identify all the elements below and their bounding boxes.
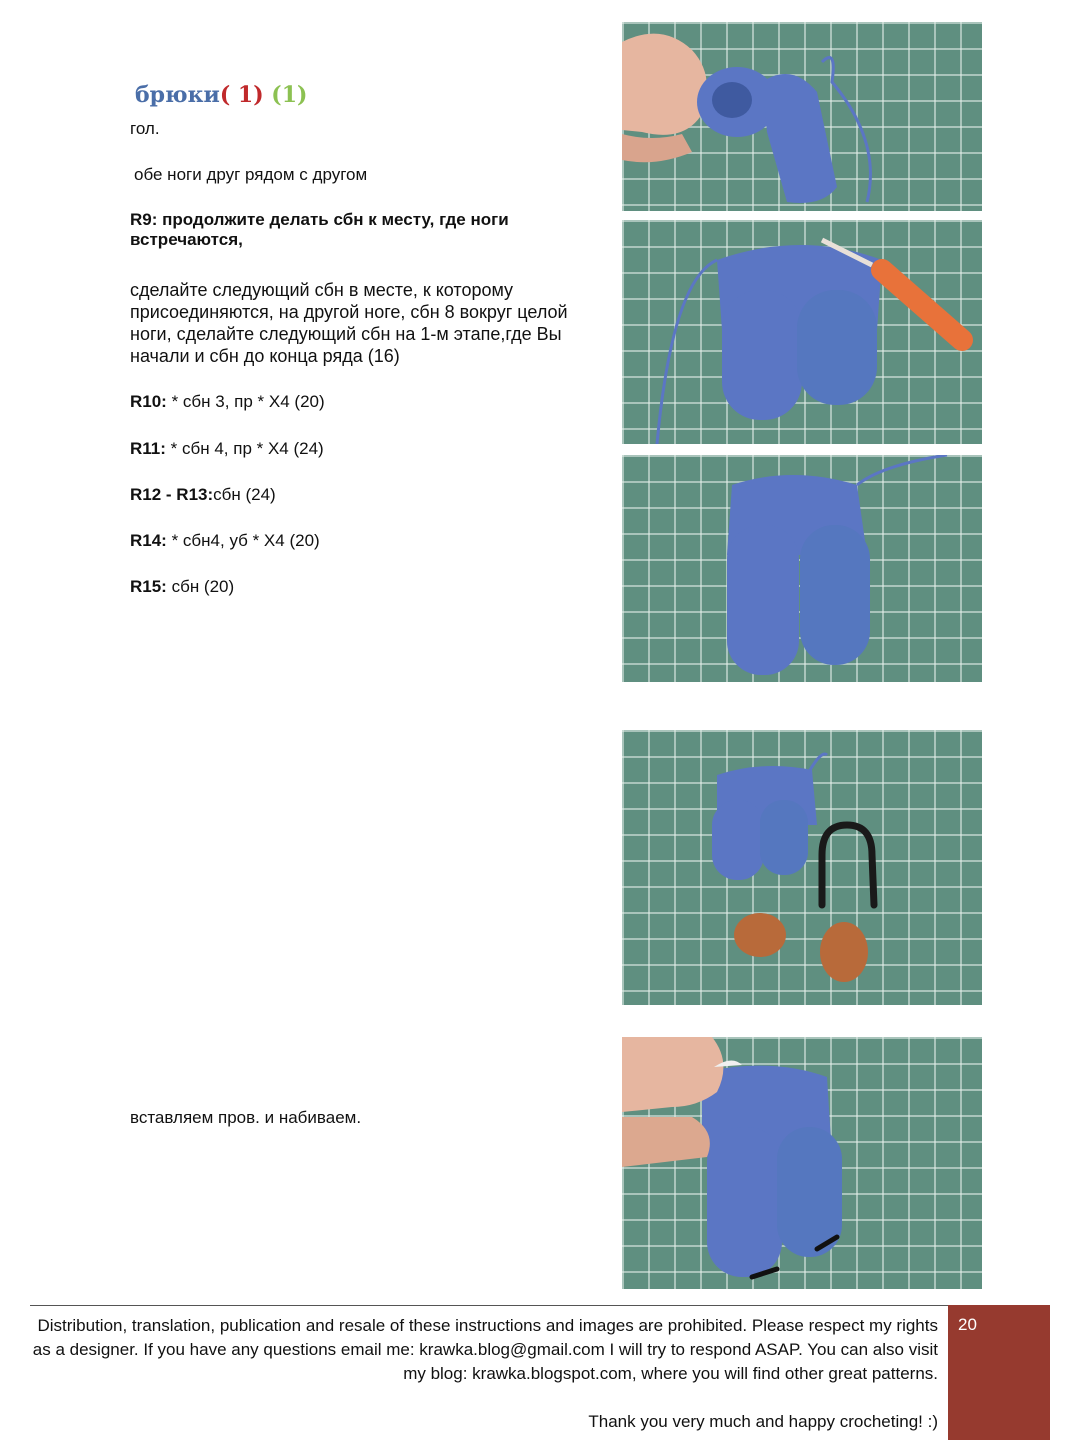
row-r12-r13 [130,484,276,506]
title-part-red: ( 1) [219,82,264,108]
page-number-box [948,1305,1050,1440]
row-label: R15: [130,577,167,596]
footer-thanks: Thank you very much and happy crocheting! :) [588,1412,938,1431]
instruction-paragraph: сделайте следующий сбн в месте, к которому присоединяются, на другой ноге, сбн 8 вокруг целой ноги, сделайте следующий сбн на 1-м этапе,где Вы начали и сбн до конца ряда (16) [130,280,568,366]
title-main: брюки [135,82,220,108]
row-r10 [130,391,325,413]
row-text: сбн (20) [166,577,235,596]
photo-legs-start [622,22,982,211]
row-label: R11: [130,439,166,458]
photo-stuffed-pants [622,1037,982,1289]
page-title [135,82,307,108]
row-text: * сбн4, уб * X4 (20) [166,531,320,550]
photo-legs-joined-illustration [622,220,982,444]
row-r14 [130,530,320,552]
photo-legs-start-illustration [622,22,982,211]
row-text: * сбн 4, пр * X4 (24) [165,439,324,458]
photo-pants-wire-shoes [622,730,982,1005]
row-label: R10: [130,392,167,411]
footer-notice: Distribution, translation, publication and resale of these instructions and images are prohibited. Please respect my rights as a designer. If you have any questions email me: krawka.blog@gmail.com I will try to respond ASAP. You can also visit my blog: krawka.blogspot.com, where you will find other great patterns. [32,1316,938,1383]
photo-legs-joined [622,220,982,444]
photo-pants-finished-illustration [622,455,982,682]
title-part-green: (1) [271,82,308,108]
row-r9: R9: продолжите делать сбн к месту, где ноги встречаются, [130,210,509,249]
photo-stuffed-pants-illustration [622,1037,982,1289]
photo-pants-finished [622,455,982,682]
photo-pants-wire-shoes-illustration [622,730,982,1005]
text-insert-wire: вставляем пров. и набиваем. [130,1108,362,1127]
row-text: * сбн 3, пр * X4 (20) [166,392,325,411]
text-legs-together: обе ноги друг рядом с другом [134,165,368,184]
footer-divider [30,1305,948,1306]
row-text: сбн (24) [213,485,276,504]
row-r11 [130,438,324,460]
row-label: R14: [130,531,167,550]
row-label: R12 - R13: [130,485,214,504]
text-gol: гол. [130,119,160,138]
footer [30,1314,938,1434]
page-number: 20 [958,1315,977,1334]
row-r15 [130,576,234,598]
